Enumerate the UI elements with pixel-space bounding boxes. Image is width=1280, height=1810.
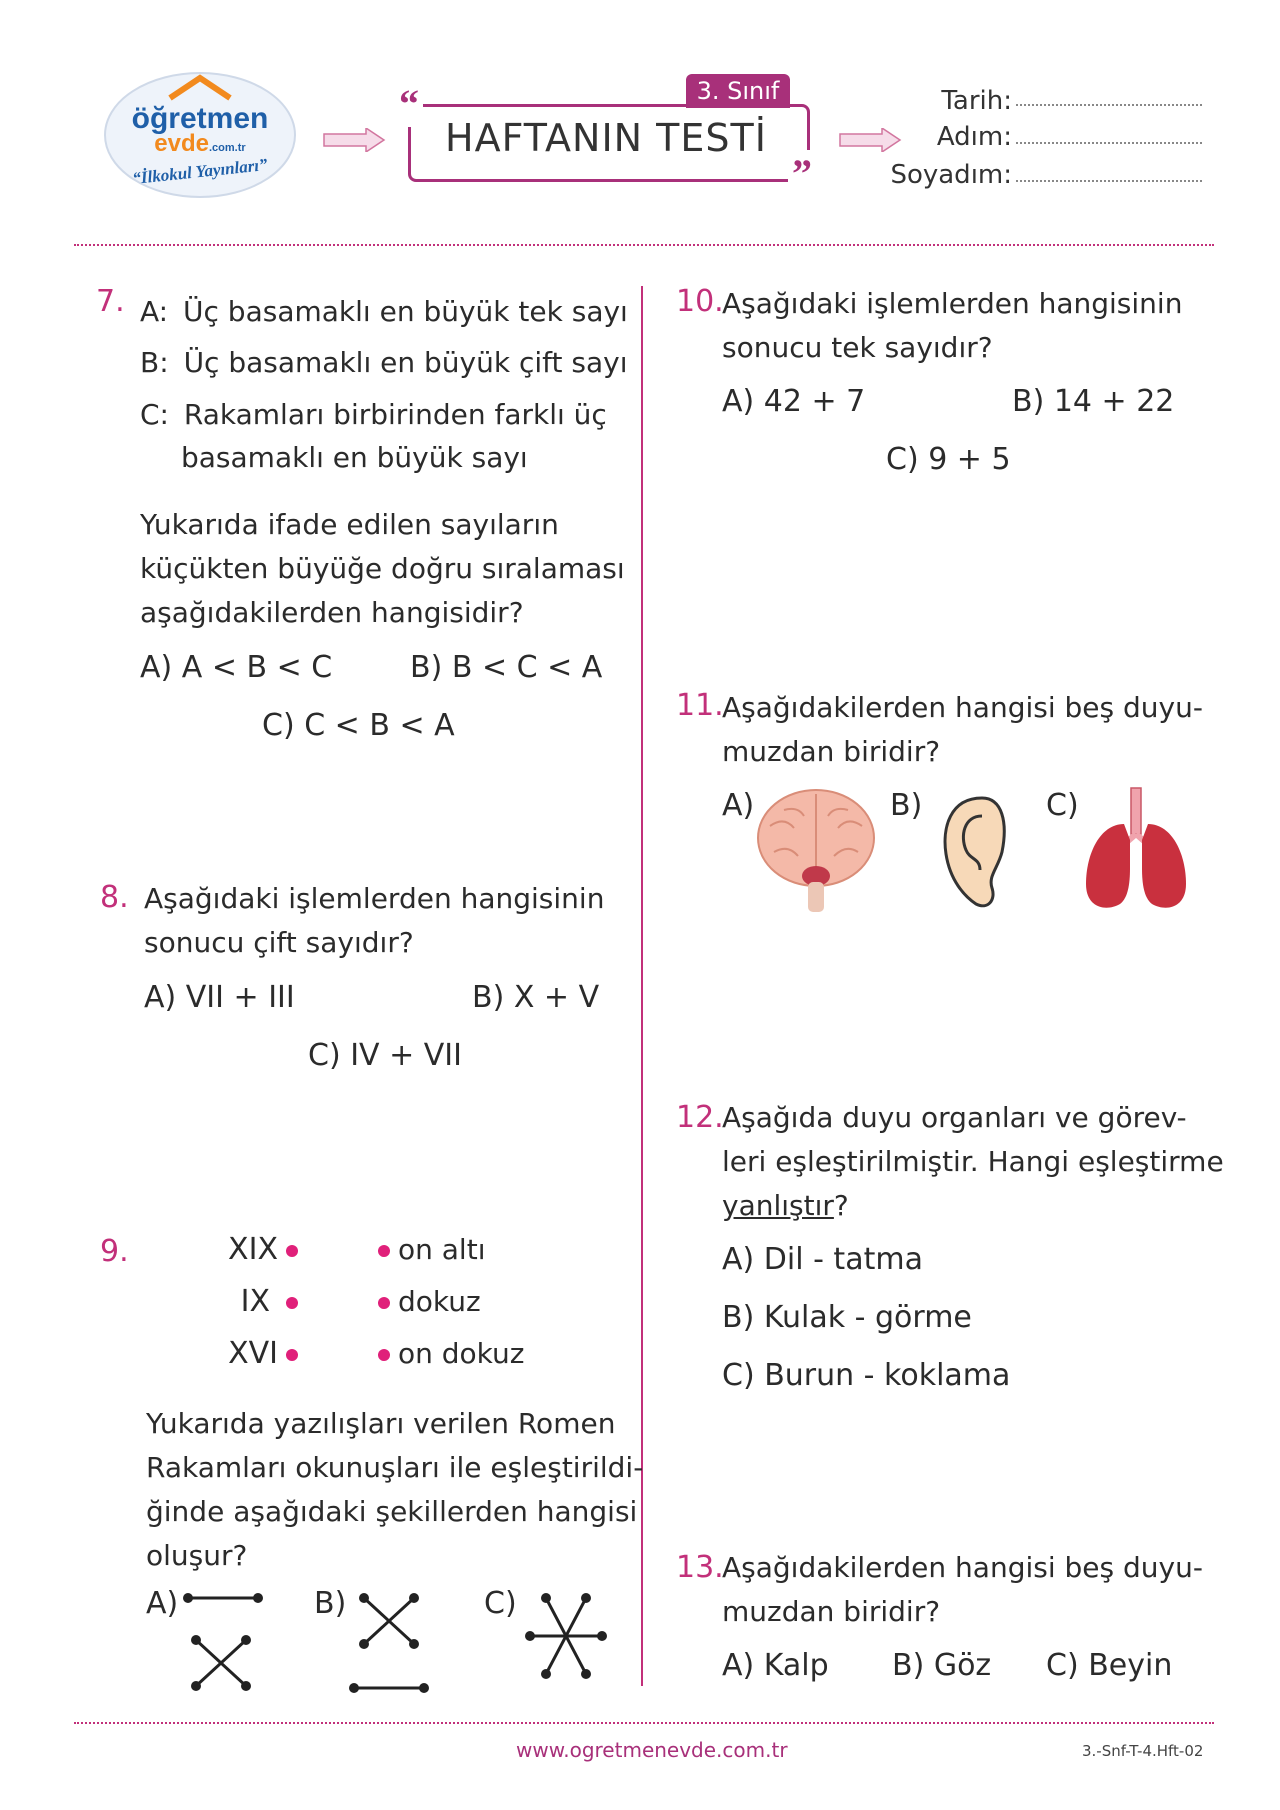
match-diagram-c: [522, 1588, 612, 1688]
logo-domain: .com.tr: [209, 142, 246, 154]
option-c[interactable]: C): [1046, 788, 1079, 823]
underlined-word: yanlıştır: [722, 1189, 834, 1222]
question-number: 13.: [676, 1550, 724, 1585]
roman-xvi: XVI: [228, 1336, 278, 1371]
question-number: 7.: [96, 284, 125, 319]
logo-text: [110, 102, 290, 189]
date-label: Tarih:: [941, 86, 1012, 116]
surname-field[interactable]: [1016, 180, 1202, 182]
option-c[interactable]: C) C < B < A: [262, 708, 455, 743]
option-a[interactable]: A): [146, 1586, 179, 1621]
match-dot: [378, 1349, 390, 1361]
header-divider: [74, 244, 1214, 246]
q7-item-c: C: Rakamları birbirinden farklı üç: [140, 398, 607, 431]
q7-item-a: A: Üç basamaklı en büyük tek sayı: [140, 295, 628, 328]
match-dot: [286, 1245, 298, 1257]
word-dokuz: dokuz: [398, 1285, 481, 1318]
question-text: Aşağıdaki işlemlerden hangisinin sonucu tek sayıdır?: [722, 287, 1183, 364]
logo: [100, 60, 300, 210]
question-prompt: Yukarıda ifade edilen sayıların küçükten büyüğe doğru sıralaması aşağıdakilerden hangisidir?: [140, 508, 625, 629]
question-number: 10.: [676, 284, 724, 319]
option-a[interactable]: A): [722, 788, 755, 823]
question-text: Aşağıdakilerden hangisi beş duyu- muzdan biridir?: [722, 1551, 1203, 1628]
logo-main: öğretmen: [131, 102, 269, 135]
footer-url[interactable]: www.ogretmenevde.com.tr: [516, 1738, 788, 1762]
option-c[interactable]: C) Beyin: [1046, 1648, 1173, 1683]
arrow-right-icon: [838, 128, 902, 152]
roman-ix: IX: [240, 1284, 270, 1319]
logo-sub: evde: [154, 130, 209, 157]
question-text: Aşağıdakilerden hangisi beş duyu- muzdan biridir?: [722, 691, 1203, 768]
question-number: 12.: [676, 1100, 724, 1135]
option-b[interactable]: B) 14 + 22: [1012, 384, 1175, 419]
match-dot: [378, 1297, 390, 1309]
brain-icon: [754, 786, 878, 918]
option-c[interactable]: C) 9 + 5: [886, 442, 1011, 477]
ear-icon: [936, 792, 1012, 912]
footer-code: 3.-Snf-T-4.Hft-02: [1082, 1742, 1204, 1760]
match-diagram-a: [180, 1588, 270, 1698]
question-number: 9.: [100, 1234, 129, 1269]
name-field[interactable]: [1016, 142, 1202, 144]
page-title: HAFTANIN TESTİ: [445, 116, 767, 160]
arrow-right-icon: [322, 128, 386, 152]
option-c[interactable]: C) IV + VII: [308, 1038, 462, 1073]
match-diagram-b: [344, 1588, 434, 1698]
grade-badge: 3. Sınıf: [686, 74, 790, 108]
option-a[interactable]: A) Kalp: [722, 1648, 829, 1683]
option-a[interactable]: A) A < B < C: [140, 650, 333, 685]
option-c[interactable]: C): [484, 1586, 517, 1621]
match-dot: [286, 1297, 298, 1309]
roman-xix: XIX: [228, 1232, 278, 1267]
match-dot: [286, 1349, 298, 1361]
option-c[interactable]: C) Burun - koklama: [722, 1358, 1011, 1393]
option-b[interactable]: B) Kulak - görme: [722, 1300, 972, 1335]
question-number: 8.: [100, 880, 129, 915]
q7-item-b: B: Üç basamaklı en büyük çift sayı: [140, 346, 628, 379]
question-number: 11.: [676, 688, 724, 723]
option-b[interactable]: B): [314, 1586, 347, 1621]
option-a[interactable]: A) 42 + 7: [722, 384, 866, 419]
logo-tagline: “İlkokul Yayınları”: [131, 154, 269, 189]
date-field[interactable]: [1016, 104, 1202, 106]
match-dot: [378, 1245, 390, 1257]
open-quote: “: [395, 80, 423, 127]
q7-item-c-cont: basamaklı en büyük sayı: [181, 441, 528, 474]
question-text: Aşağıdaki işlemlerden hangisinin sonucu çift sayıdır?: [144, 882, 605, 959]
question-text: Aşağıda duyu organları ve görev- leri eşleştirilmiştir. Hangi eşleştirme yanlıştır?: [722, 1101, 1224, 1222]
footer-divider: [74, 1722, 1214, 1724]
word-on-dokuz: on dokuz: [398, 1337, 525, 1370]
word-on-alti: on altı: [398, 1233, 486, 1266]
surname-label: Soyadım:: [890, 160, 1012, 190]
option-b[interactable]: B) B < C < A: [410, 650, 603, 685]
name-label: Adım:: [936, 122, 1012, 152]
close-quote: ”: [788, 150, 816, 197]
question-prompt: Yukarıda yazılışları verilen Romen Rakamları okunuşları ile eşleştirildi- ğinde aşağıdaki şekillerden hangisi oluşur?: [146, 1407, 644, 1572]
option-a[interactable]: A) Dil - tatma: [722, 1242, 923, 1277]
option-a[interactable]: A) VII + III: [144, 980, 295, 1015]
option-b[interactable]: B): [890, 788, 923, 823]
lungs-icon: [1080, 784, 1192, 920]
option-b[interactable]: B) Göz: [892, 1648, 992, 1683]
option-b[interactable]: B) X + V: [472, 980, 600, 1015]
